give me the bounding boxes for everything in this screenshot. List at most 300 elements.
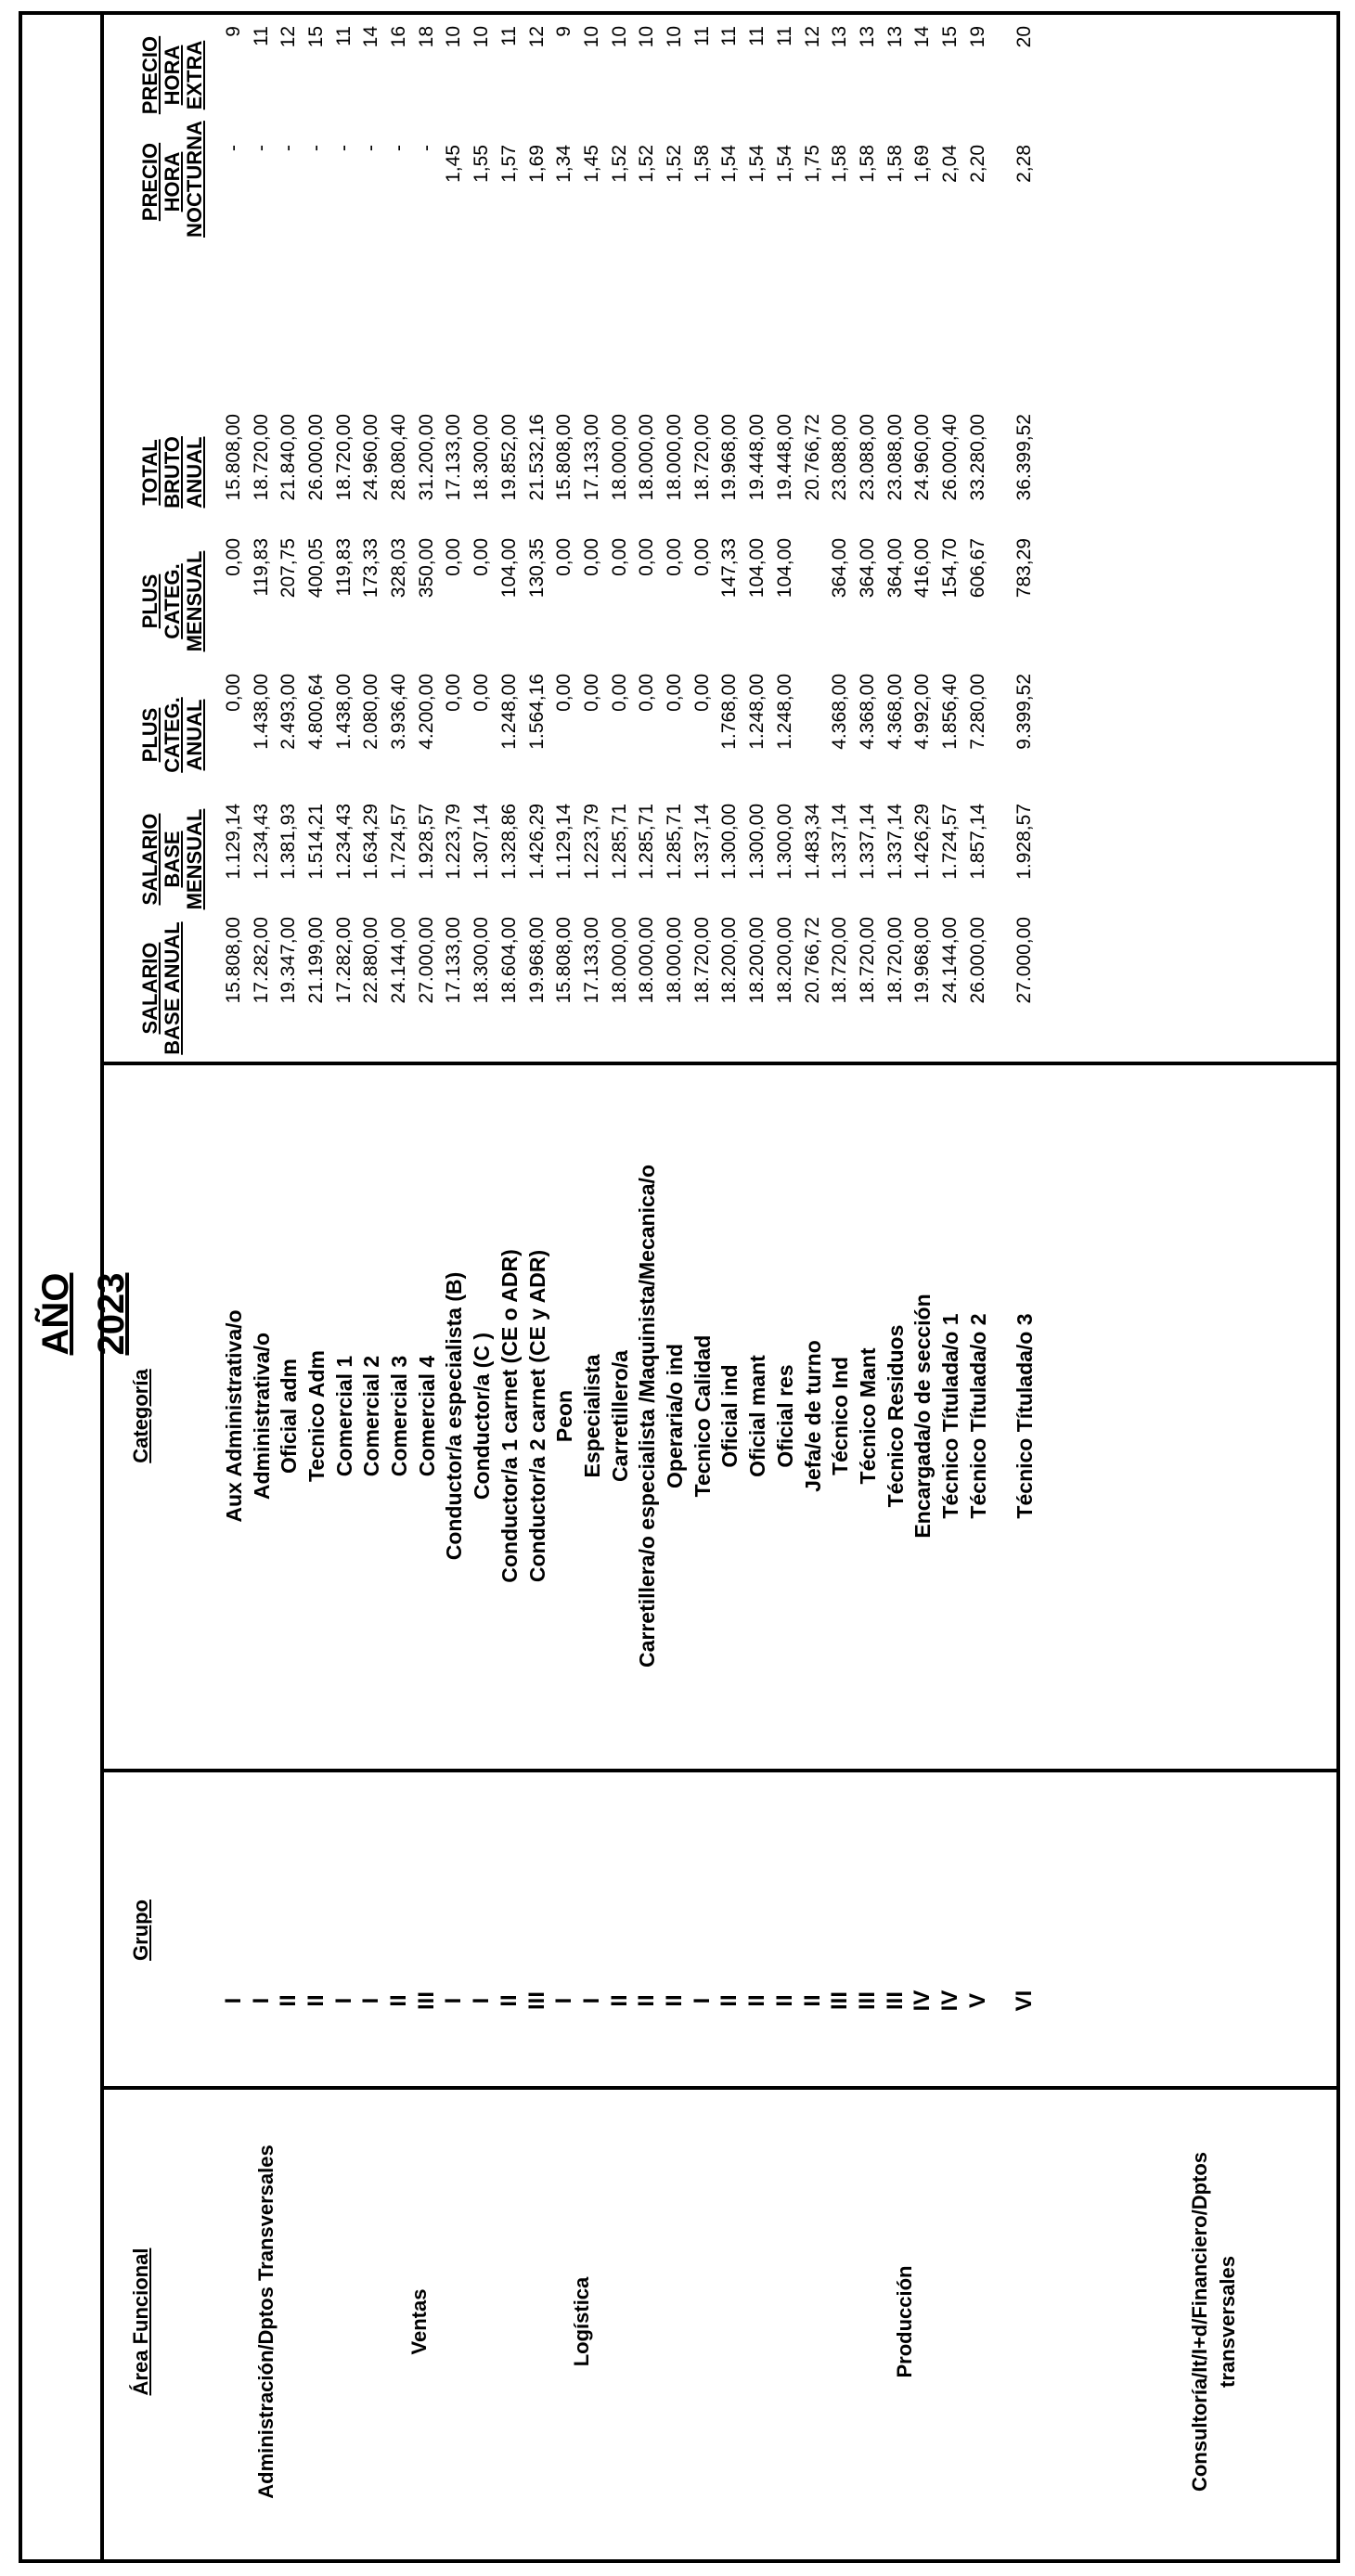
salario-anual-cell: 17.133,00	[581, 917, 602, 1004]
plus-mensual-cell: 0,00	[691, 538, 713, 576]
salario-anual-cell: 18.200,00	[718, 917, 740, 1004]
plus-anual-cell: 4.200,00	[416, 674, 437, 750]
nocturna-cell: 1,58	[857, 145, 878, 183]
plus-mensual-cell: 130,35	[526, 538, 548, 599]
extra-cell: 13	[884, 26, 906, 48]
salario-anual-cell: 24.144,00	[388, 917, 409, 1004]
grupo-cell: I	[551, 1997, 576, 2004]
salario-anual-cell: 26.000,00	[967, 917, 988, 1004]
extra-cell: 19	[967, 26, 988, 48]
extra-cell: 9	[223, 26, 244, 37]
extra-cell: 11	[774, 26, 795, 46]
area-label	[406, 2099, 433, 2544]
plus-anual-cell: 1.438,00	[333, 674, 355, 750]
grupo-cell: I	[579, 1997, 604, 2004]
grupo-cell: IV	[937, 1990, 962, 2012]
outer-border-bottom	[1336, 11, 1340, 2563]
nocturna-cell: 2,28	[1013, 145, 1035, 183]
plus-anual-cell: 3.936,40	[388, 674, 409, 750]
header-nocturna-line3: NOCTURNA	[183, 121, 206, 238]
nocturna-cell: 1,54	[774, 145, 795, 183]
categoria-cell: Conductor/a (C )	[470, 1332, 494, 1501]
header-extra-line1: PRECIO	[138, 35, 161, 115]
categoria-cell: Técnico Ind	[828, 1357, 852, 1475]
categoria-cell: Técnico Residuos	[884, 1324, 908, 1508]
nocturna-cell: 1,34	[553, 145, 574, 183]
grupo-cell: II	[607, 1994, 632, 2007]
plus-anual-cell: 0,00	[664, 674, 685, 712]
extra-cell: 16	[388, 26, 409, 48]
plus-mensual-cell: 328,03	[388, 538, 409, 599]
salario-anual-cell: 18.720,00	[829, 917, 850, 1004]
header-plus-mensual-line2: MENSUAL	[183, 550, 206, 652]
plus-mensual-cell: 416,00	[911, 538, 933, 599]
salario-mensual-cell: 1.223,79	[581, 804, 602, 880]
categoria-cell: Oficial res	[773, 1364, 797, 1468]
plus-mensual-cell: 104,00	[498, 538, 520, 599]
total-cell: 17.133,00	[581, 414, 602, 501]
total-cell: 31.200,00	[416, 414, 437, 501]
salario-anual-cell: 19.968,00	[526, 917, 548, 1004]
salario-mensual-cell: 1.483,34	[802, 804, 823, 880]
salario-anual-cell: 18.000,00	[636, 917, 657, 1004]
categoria-cell: Oficial mant	[745, 1355, 769, 1477]
plus-anual-cell: 0,00	[443, 674, 464, 712]
salario-anual-cell: 15.808,00	[553, 917, 574, 1004]
salario-anual-cell: 20.766,72	[802, 917, 823, 1004]
total-cell: 23.088,00	[884, 414, 906, 501]
categoria-cell: Técnico Títulada/o 3	[1013, 1313, 1037, 1519]
extra-cell: 11	[718, 26, 740, 46]
plus-anual-cell: 0,00	[471, 674, 492, 712]
salario-anual-cell: 18.000,00	[664, 917, 685, 1004]
salario-mensual-cell: 1.223,79	[443, 804, 464, 880]
salario-mensual-cell: 1.337,14	[829, 804, 850, 880]
grupo-cell: II	[276, 1994, 301, 2007]
nocturna-cell: 1,58	[829, 145, 850, 183]
categoria-cell: Comercial 3	[387, 1355, 411, 1477]
salario-mensual-cell: 1.928,57	[416, 804, 437, 880]
area-label-line: Producción	[893, 2265, 916, 2378]
categoria-cell: Comercial 2	[359, 1355, 383, 1477]
salario-mensual-cell: 1.328,86	[498, 804, 520, 880]
salario-anual-cell: 21.199,00	[305, 917, 327, 1004]
nocturna-cell: 1,58	[884, 145, 906, 183]
plus-mensual-cell: 119,83	[251, 538, 272, 597]
salario-mensual-cell: 1.337,14	[884, 804, 906, 880]
total-cell: 19.448,00	[746, 414, 768, 501]
nocturna-cell: -	[333, 145, 355, 151]
plus-anual-cell: 1.438,00	[251, 674, 272, 750]
header-plus-mensual-line1: PLUS CATEG.	[138, 563, 184, 639]
grupo-cell: I	[331, 1997, 356, 2004]
column-divider-area	[100, 2086, 1340, 2090]
plus-anual-cell	[800, 674, 826, 822]
header-salario-mensual	[139, 804, 206, 915]
categoria-cell: Peon	[552, 1389, 576, 1443]
nocturna-cell: 1,57	[498, 145, 520, 183]
header-grupo-label: Grupo	[129, 1900, 152, 1961]
nocturna-cell: 1,45	[581, 145, 602, 183]
salario-anual-cell: 17.282,00	[251, 917, 272, 1004]
plus-mensual-cell: 0,00	[636, 538, 657, 576]
total-cell: 33.280,00	[967, 414, 988, 501]
salario-anual-cell: 18.720,00	[884, 917, 906, 1004]
extra-cell: 15	[305, 26, 327, 48]
total-cell: 28.080,40	[388, 414, 409, 501]
categoria-cell: Conductor/a 1 carnet (CE o ADR)	[497, 1249, 522, 1583]
grupo-cell: III	[883, 1991, 908, 2011]
salario-mensual-cell: 1.381,93	[277, 804, 299, 880]
grupo-cell: II	[744, 1994, 769, 2007]
plus-mensual-cell: 350,00	[416, 538, 437, 599]
nocturna-cell: -	[360, 145, 381, 151]
plus-anual-cell: 1.248,00	[774, 674, 795, 750]
salario-anual-cell: 18.200,00	[746, 917, 768, 1004]
extra-cell: 10	[471, 26, 492, 48]
nocturna-cell: 1,69	[526, 145, 548, 183]
salario-anual-cell: 22.880,00	[360, 917, 381, 1004]
plus-anual-cell: 4.368,00	[884, 674, 906, 750]
categoria-cell: Tecnico Calidad	[690, 1334, 715, 1498]
categoria-cell: Jefa/e de turno	[801, 1340, 825, 1492]
header-total-line1: TOTAL	[138, 439, 161, 506]
column-divider-grupo	[100, 1769, 1340, 1772]
categoria-cell: Oficial adm	[277, 1359, 301, 1474]
categoria-cell: Encargada/o de sección	[910, 1294, 935, 1539]
grupo-cell: V	[965, 1993, 990, 2009]
salario-anual-cell: 18.720,00	[691, 917, 713, 1004]
plus-mensual-cell: 173,33	[360, 538, 381, 599]
header-categoria	[130, 1063, 152, 1769]
plus-mensual-cell: 0,00	[581, 538, 602, 576]
grupo-cell: III	[855, 1991, 880, 2011]
area-label-line: Administración/Dptos Transversales	[254, 2145, 277, 2499]
plus-anual-cell: 4.992,00	[911, 674, 933, 750]
plus-mensual-cell: 0,00	[553, 538, 574, 576]
grupo-cell: III	[827, 1991, 852, 2011]
header-nocturna-line1: PRECIO	[138, 142, 161, 222]
area-label-line: transversales	[1216, 2256, 1239, 2388]
header-nocturna	[138, 121, 206, 238]
total-cell: 20.766,72	[802, 414, 823, 501]
salario-mensual-cell: 1.300,00	[774, 804, 795, 880]
plus-mensual-cell: 0,00	[223, 538, 244, 576]
plus-anual-cell: 0,00	[691, 674, 713, 712]
salario-anual-cell: 18.200,00	[774, 917, 795, 1004]
extra-cell: 12	[277, 26, 299, 48]
categoria-cell: Carretillera/o especialista /Maquinista/Mecanica/o	[635, 1165, 659, 1668]
plus-mensual-cell: 104,00	[774, 538, 795, 599]
total-cell: 23.088,00	[829, 414, 850, 501]
grupo-cell: VI	[1012, 1990, 1037, 2012]
total-cell: 21.532,16	[526, 414, 548, 501]
plus-mensual-cell: 207,75	[277, 538, 299, 599]
total-cell: 26.000,00	[305, 414, 327, 501]
plus-mensual-cell: 154,70	[939, 538, 961, 599]
total-cell: 18.000,00	[609, 414, 630, 501]
salario-mensual-cell: 1.285,71	[664, 804, 685, 880]
outer-border-top	[19, 11, 22, 2563]
salario-mensual-cell: 1.724,57	[939, 804, 961, 880]
categoria-cell: Carretillero/a	[608, 1350, 632, 1482]
nocturna-cell: 1,52	[609, 145, 630, 183]
area-label	[568, 2099, 596, 2544]
extra-cell: 10	[664, 26, 685, 48]
total-cell: 23.088,00	[857, 414, 878, 501]
extra-cell: 9	[553, 26, 574, 37]
total-cell: 18.000,00	[636, 414, 657, 501]
page-title: AÑO 2023	[35, 1272, 132, 1356]
salario-mensual-cell: 1.928,57	[1013, 804, 1035, 880]
salario-mensual-cell: 1.514,21	[305, 804, 327, 880]
plus-mensual-cell: 0,00	[609, 538, 630, 576]
header-extra-line2: HORA EXTRA	[161, 40, 206, 110]
plus-anual-cell: 2.493,00	[277, 674, 299, 750]
salario-anual-cell: 19.347,00	[277, 917, 299, 1004]
salario-mensual-cell: 1.857,14	[967, 804, 988, 880]
extra-cell: 14	[911, 26, 933, 48]
plus-mensual-cell: 0,00	[443, 538, 464, 576]
plus-anual-cell: 1.856,40	[939, 674, 961, 750]
nocturna-cell: 1,58	[691, 145, 713, 183]
header-plus-anual-line1: PLUS CATEG.	[138, 697, 184, 773]
salario-anual-cell: 18.300,00	[471, 917, 492, 1004]
header-plus-anual	[139, 670, 206, 800]
outer-border-right	[19, 11, 1340, 15]
plus-mensual-cell: 104,00	[746, 538, 768, 599]
categoria-cell: Comercial 4	[415, 1355, 439, 1477]
header-extra	[139, 19, 206, 132]
plus-mensual-cell: 0,00	[664, 538, 685, 576]
extra-cell: 12	[526, 26, 548, 48]
header-total	[139, 412, 206, 533]
salario-anual-cell: 17.282,00	[333, 917, 355, 1004]
extra-cell: 10	[609, 26, 630, 48]
grupo-cell: I	[221, 1997, 246, 2004]
total-cell: 19.852,00	[498, 414, 520, 501]
salario-mensual-cell: 1.300,00	[746, 804, 768, 880]
categoria-cell: Técnico Mant	[856, 1347, 880, 1485]
salario-anual-cell: 27.000,00	[416, 917, 437, 1004]
salario-mensual-cell: 1.307,14	[471, 804, 492, 880]
grupo-cell: II	[386, 1994, 411, 2007]
nocturna-cell: -	[251, 145, 272, 151]
extra-cell: 14	[360, 26, 381, 48]
extra-cell: 20	[1013, 26, 1035, 48]
nocturna-cell: 1,69	[911, 145, 933, 183]
plus-mensual-cell: 606,67	[967, 538, 988, 599]
nocturna-cell: 1,55	[471, 145, 492, 183]
salario-mensual-cell: 1.234,43	[333, 804, 355, 880]
categoria-cell: Técnico Títulada/o 1	[938, 1313, 962, 1519]
nocturna-cell: -	[305, 145, 327, 151]
header-salario-anual	[139, 919, 184, 1058]
outer-border-left	[19, 2559, 1340, 2563]
grupo-cell: II	[303, 1994, 329, 2007]
plus-anual-cell: 7.280,00	[967, 674, 988, 750]
extra-cell: 11	[746, 26, 768, 46]
plus-anual-cell: 1.248,00	[746, 674, 768, 750]
salario-mensual-cell: 1.634,29	[360, 804, 381, 880]
categoria-cell: Aux Administrativa/o	[222, 1309, 246, 1523]
grupo-cell: I	[469, 1997, 494, 2004]
extra-cell: 12	[802, 26, 823, 48]
header-plus-mensual	[139, 536, 206, 666]
total-cell: 21.840,00	[277, 414, 299, 501]
extra-cell: 11	[498, 26, 520, 46]
extra-cell: 11	[333, 26, 355, 46]
total-cell: 26.000,40	[939, 414, 961, 501]
salario-mensual-cell: 1.234,43	[251, 804, 272, 880]
salario-anual-cell: 24.144,00	[939, 917, 961, 1004]
extra-cell: 13	[857, 26, 878, 48]
total-cell: 19.448,00	[774, 414, 795, 501]
salario-mensual-cell: 1.337,14	[857, 804, 878, 880]
plus-mensual-cell: 400,05	[305, 538, 327, 599]
header-salario-mensual-line1: SALARIO	[138, 813, 161, 906]
header-area	[130, 2099, 152, 2544]
categoria-cell: Técnico Títulada/o 2	[966, 1313, 990, 1519]
grupo-cell: I	[690, 1997, 715, 2004]
salario-mensual-cell: 1.129,14	[553, 804, 574, 880]
area-label	[1186, 2099, 1242, 2544]
total-cell: 18.000,00	[664, 414, 685, 501]
nocturna-cell: 1,75	[802, 145, 823, 183]
nocturna-cell: -	[277, 145, 299, 151]
salario-anual-cell: 19.968,00	[911, 917, 933, 1004]
extra-cell: 11	[691, 26, 713, 46]
grupo-cell: II	[662, 1994, 687, 2007]
plus-anual-cell: 1.768,00	[718, 674, 740, 750]
salario-anual-cell: 18.720,00	[857, 917, 878, 1004]
salario-anual-cell: 17.133,00	[443, 917, 464, 1004]
salario-mensual-cell: 1.426,29	[911, 804, 933, 880]
plus-mensual-cell: 0,00	[471, 538, 492, 576]
plus-anual-cell: 0,00	[581, 674, 602, 712]
extra-cell: 10	[636, 26, 657, 48]
salario-mensual-cell: 1.337,14	[691, 804, 713, 880]
extra-cell: 10	[443, 26, 464, 48]
header-nocturna-line2: HORA	[161, 151, 184, 213]
total-cell: 18.720,00	[251, 414, 272, 501]
categoria-cell: Operaria/o ind	[663, 1344, 687, 1488]
area-label	[891, 2099, 919, 2544]
plus-mensual-cell: 119,83	[333, 538, 355, 597]
salario-mensual-cell: 1.426,29	[526, 804, 548, 880]
salario-mensual-cell: 1.724,57	[388, 804, 409, 880]
salario-anual-cell: 18.604,00	[498, 917, 520, 1004]
grupo-cell: I	[249, 1997, 274, 2004]
nocturna-cell: 2,04	[939, 145, 961, 183]
extra-cell: 13	[829, 26, 850, 48]
categoria-cell: Especialista	[580, 1354, 604, 1478]
categoria-cell: Tecnico Adm	[304, 1350, 329, 1482]
grupo-cell: I	[441, 1997, 466, 2004]
grupo-cell: III	[524, 1991, 549, 2011]
categoria-cell: Conductor/a especialista (B)	[442, 1271, 466, 1561]
plus-anual-cell: 1.248,00	[498, 674, 520, 750]
plus-anual-cell: 9.399,52	[1013, 674, 1035, 750]
header-categoria-label: Categoría	[129, 1369, 152, 1463]
nocturna-cell: 1,54	[746, 145, 768, 183]
grupo-cell: IV	[910, 1990, 935, 2012]
nocturna-cell: 1,54	[718, 145, 740, 183]
plus-mensual-cell: 783,29	[1013, 538, 1035, 599]
grupo-cell: II	[634, 1994, 659, 2007]
salario-anual-cell: 18.000,00	[609, 917, 630, 1004]
header-area-label: Área Funcional	[129, 2248, 152, 2396]
plus-mensual-cell: 147,33	[718, 538, 740, 599]
nocturna-cell: 2,20	[967, 145, 988, 183]
salario-anual-cell: 27.000,00	[1013, 917, 1035, 1004]
grupo-cell: II	[800, 1994, 825, 2007]
header-grupo	[130, 1782, 152, 2079]
plus-anual-cell: 0,00	[223, 674, 244, 712]
header-salario-anual-line2: BASE ANUAL	[161, 921, 184, 1055]
total-cell: 19.968,00	[718, 414, 740, 501]
header-salario-mensual-line2: BASE	[161, 831, 184, 888]
header-total-line2: BRUTO	[161, 436, 184, 509]
plus-anual-cell: 4.368,00	[829, 674, 850, 750]
plus-anual-cell: 4.368,00	[857, 674, 878, 750]
area-label-line: Logística	[570, 2276, 593, 2367]
extra-cell: 15	[939, 26, 961, 48]
header-total-line3: ANUAL	[183, 436, 206, 509]
plus-mensual-cell: 364,00	[857, 538, 878, 599]
grupo-cell: II	[716, 1994, 742, 2007]
total-cell: 24.960,00	[360, 414, 381, 501]
plus-anual-cell: 4.800,64	[305, 674, 327, 750]
total-cell: 18.300,00	[471, 414, 492, 501]
area-label-line: Ventas	[407, 2288, 431, 2355]
salario-mensual-cell: 1.285,71	[609, 804, 630, 880]
plus-mensual-cell: 364,00	[884, 538, 906, 599]
extra-cell: 18	[416, 26, 437, 48]
extra-cell: 11	[251, 26, 272, 46]
plus-anual-cell: 1.564,16	[526, 674, 548, 750]
header-salario-mensual-line3: MENSUAL	[183, 808, 206, 910]
total-cell: 36.399,52	[1013, 414, 1035, 501]
categoria-cell: Conductor/a 2 carnet (CE y ADR)	[525, 1249, 549, 1583]
grupo-cell: III	[414, 1991, 439, 2011]
plus-mensual-cell: 364,00	[829, 538, 850, 599]
categoria-cell: Oficial ind	[717, 1364, 742, 1468]
total-cell: 15.808,00	[553, 414, 574, 501]
salario-anual-cell: 15.808,00	[223, 917, 244, 1004]
total-cell: 17.133,00	[443, 414, 464, 501]
plus-anual-cell: 0,00	[609, 674, 630, 712]
categoria-cell: Administrativa/o	[250, 1332, 274, 1501]
nocturna-cell: -	[388, 145, 409, 151]
salario-mensual-cell: 1.129,14	[223, 804, 244, 880]
header-salario-anual-line1: SALARIO	[138, 942, 161, 1035]
plus-anual-cell: 2.080,00	[360, 674, 381, 750]
categoria-cell: Comercial 1	[332, 1355, 356, 1477]
total-cell: 15.808,00	[223, 414, 244, 501]
nocturna-cell: -	[416, 145, 437, 151]
nocturna-cell: -	[223, 145, 244, 151]
nocturna-cell: 1,45	[443, 145, 464, 183]
plus-anual-cell: 0,00	[636, 674, 657, 712]
grupo-cell: I	[358, 1997, 383, 2004]
total-cell: 24.960,00	[911, 414, 933, 501]
area-label	[252, 2099, 280, 2544]
extra-cell: 10	[581, 26, 602, 48]
salario-mensual-cell: 1.285,71	[636, 804, 657, 880]
grupo-cell: II	[497, 1994, 522, 2007]
nocturna-cell: 1,52	[664, 145, 685, 183]
